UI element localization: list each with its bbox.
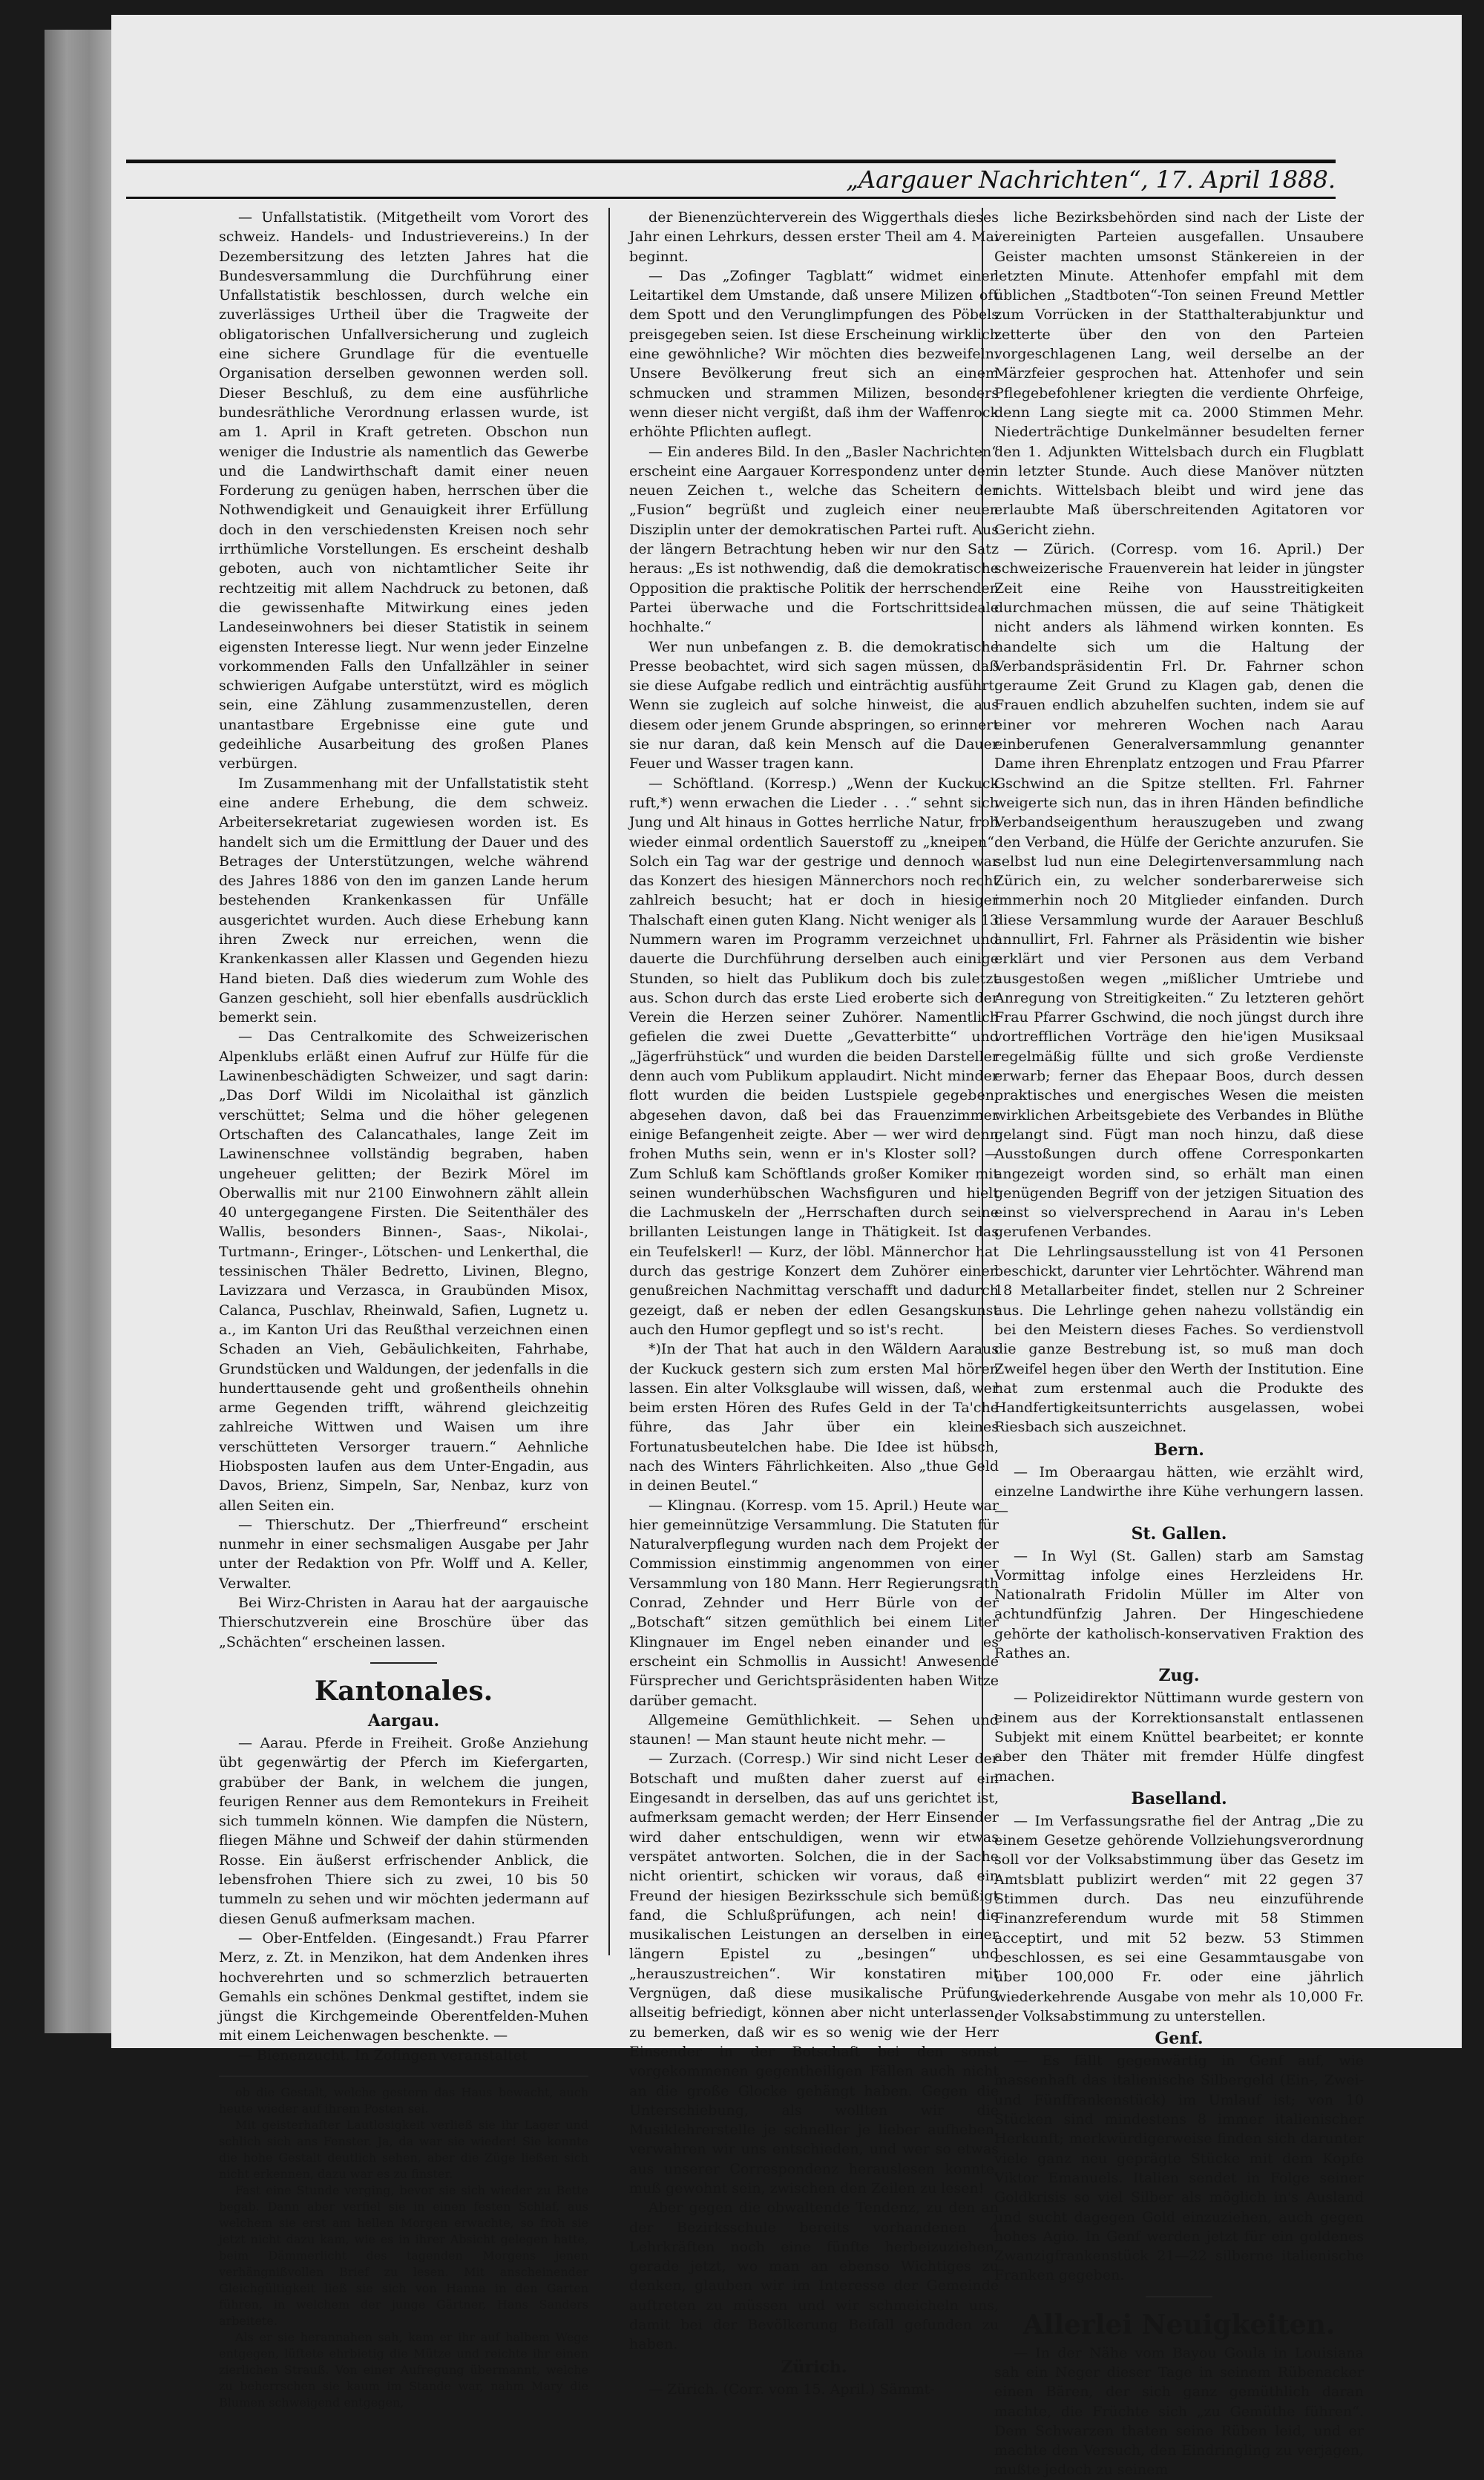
article-alpenklub: — Das Centralkomite des Schweizerischen Alpenklubs erläßt einen Aufruf zur Hülfe für die Lawinenbeschädigten Schweizer, und sagt darin: „Das Dorf Wildi im Nicolaithal ist gänzlich verschüttet; Selma und die höher gelegenen Ortschaften des Calancathales, lange Zeit im Lawinenschnee vollständig begraben, haben ungeheuer gelitten; der Bezirk Mörel im Oberwallis mit nur 2100 Einwohnern zählt allein 40 untergegangene Firsten. Die Seitenthäler des Wallis, besonders Binnen-, Saas-, Nikolai-, Turtmann-, Eringer-, Lötschen- und Lenkerthal, die tessinischen Thäler Bedretto, Livinen, Blegno, Lavizzara und Verzasca, in Graubünden Misox, Calanca, Puschlav, Rheinwald, Safien, Lugnetz u. a., im Kanton Uri das Reußthal verzeichnen einen Schaden an Vieh, Gebäulichkeiten, Fahrhabe, Grundstücken und Waldungen, der jedenfalls in die hunderttausende geht und großentheils ohnehin arme Gegenden trifft, während gleichzeitig zahlreiche Wittwen und Waisen um ihre verschütteten Versorger trauern.“ Aehnliche Hiobsposten laufen aus dem Unter-Engadin, aus Davos, Brienz, Simpeln, Sar, Nenbaz, kurz von allen Seiten ein. <box>219 1029 588 1514</box>
article-genf: — Es fällt gegenwärtig in Genf auf, wie massenhaft das italienische Silbergeld (Ein-, Zwei- und Fünffrankenstück) im Umlauf ist; von 10 Stücken sind mindestens 8 immer italienischer Herkunft; merkwürdigerweise finden sich darunter viele ganz neu geprägte Stücke mit dem Kopfe Viktor Emanuels. Italien sendet in Folge seiner Goldkrisis so viel Silber als möglich in's Ausland und sucht dagegen Gold einzuziehen, auch gegen hohes Agio. In Genf werden jetzt für ein goldenes Zwanzigfrankenstück 21—22 silberne italienische Franken gegeben. <box>994 2053 1364 2284</box>
article-aarau: — Aarau. Pferde in Freiheit. Große Anziehung übt gegenwärtig der Pferch im Kiefergarten, grabüber der Bank, in welchem die jungen, feurigen Renner aus dem Remontekurs in Freiheit sich tummeln können. Wie dampfen die Nüstern, fliegen Mähne und Schweif der dahin stürmenden Rosse. Ein äußerst erfrischender Anblick, die lebensfrohen Thiere sich zu zwei, 10 bis 50 tummeln zu sehen und wir möchten jedermann auf diesen Genuß aufmerksam machen. <box>219 1734 588 1927</box>
article-schoeftland: — Schöftland. (Korresp.) „Wenn der Kuckuck ruft,*) wenn erwachen die Lieder . . .“ sehnt sich Jung und Alt hinaus in Gottes herrliche Natur, froh wieder einmal ordentlich Sauerstoff zu „kneipen“. Solch ein Tag war der gestrige und dennoch war das Konzert des hiesigen Männerchors noch recht zahlreich besucht; hat er doch in hiesiger Thalschaft einen guten Klang. Nicht weniger als 13 Nummern waren im Programm verzeichnet und dauerte die Durchführung derselben auch einige Stunden, so hielt das Publikum doch bis zuletzt aus. Schon durch das erste Lied eroberte sich der Verein die Herzen seiner Zuhörer. Namentlich gefielen die zwei Duette „Gevatterbitte“ und „Jägerfrühstück“ und wurden die beiden Darsteller denn auch vom Publikum applaudirt. Nicht minder flott wurden die beiden Lustspiele gegeben, abgesehen davon, daß bei das Frauenzimmer einige Befangenheit zeigte. Aber — wer wird denn frohen Muths sein, wenn er in's Kloster soll? — Zum Schluß kam Schöftlands großer Komiker mit seinen wunderhübschen Wachsfiguren und hielt die Lachmuskeln der „Herrschaften durch seine brillanten Leistungen lange in Thätigkeit. Ist das ein Teufelskerl! — Kurz, der löbl. Männerchor hat durch das gestrige Konzert dem Zuhörer einen genußreichen Nachmittag verschafft und dadurch gezeigt, daß er neben der edlen Gesangskunst auch den Humor gepflegt und so ist's recht. <box>629 775 999 1338</box>
feuilleton-paragraph: Als er sie herannahen sah, kam er ihr auf halbem Wege entgegen, lüftete ehrbietig die Mütze und reichte ihr einen zierlichen Strauß. Von einer Aufregung übermannt, welche zu beherrschen sie kaum im Stande war, nahm Mary die Blumen schweigend entgegen, <box>219 2330 588 2410</box>
section-heading-baselland: Baselland. <box>1131 1788 1227 1808</box>
article-zurich-1: — Zürich. (Corr. vom 15. April.) Sämmt- <box>649 2381 935 2398</box>
article-unfallstatistik-cont: Im Zusammenhang mit der Unfallstatistik steht eine andere Erhebung, die dem schweiz. Arbeitersekretariat zugewiesen worden ist. Es handelt sich um die Ermittlung der Dauer und des Betrages der Unterstützungen, welche während des Jahres 1886 von den im ganzen Lande herum bestehenden Krankenkassen für Unfälle ausgerichtet wurden. Auch diese Erhebung kann ihren Zweck nur erreichen, wenn die Krankenkassen aller Klassen und Gegenden hiezu Hand bieten. Daß dies wiederum zum Wohle des Ganzen geschieht, soll hier ebenfalls ausdrücklich bemerkt sein. <box>219 775 588 1026</box>
feuilleton <box>219 2084 588 2411</box>
article-frauenverein: — Zürich. (Corresp. vom 16. April.) Der schweizerische Frauenverein hat leider in jüngster Zeit eine Reihe von Hausstreitigkeiten durchmachen müssen, die auf seine Thätigkeit nicht anders als lähmend wirken konnten. Es handelte sich um die Haltung der Verbandspräsidentin Frl. Dr. Fahrner schon geraume Zeit Grund zu Klagen gab, denen die Frauen endlich abzuhelfen suchten, indem sie auf einer vor mehreren Wochen nach Aarau einberufenen Generalversammlung genannter Dame ihren Ehrenplatz entzogen und Frau Pfarrer Gschwind an die Spitze stellten. Frl. Fahrner weigerte sich nun, das in ihren Händen befindliche Verbandseigenthum herauszugeben und zwang den Verband, die Hülfe der Gerichte anzurufen. Sie selbst lud nun eine Delegirtenversammlung nach Zürich ein, zu welcher sonderbarerweise sich immerhin noch 20 Mitglieder einfanden. Durch diese Versammlung wurde der Aarauer Beschluß annullirt, Frl. Fahrner als Präsidentin wie bisher erklärt und vier Personen aus dem Verband ausgestoßen wegen „mißlicher Umtriebe und Anregung von Streitigkeiten.“ Zu letzteren gehört Frau Pfarrer Gschwind, die noch jüngst durch ihre vortrefflichen Vorträge den hie'igen Musiksaal regelmäßig füllte und sich große Verdienste erwarb; ferner das Ehepaar Boos, durch dessen praktisches und energisches Wesen die meisten wirklichen Arbeitsgebiete des Verbandes in Blüthe gelangt sind. Fügt man noch hinzu, daß diese Ausstoßungen durch offene Corresponkarten angezeigt worden sind, so erhält man einen genügenden Begriff von der jetzigen Situation des einst so vielversprechend in Aarau in's Leben gerufenen Verbandes. <box>994 541 1364 1241</box>
book-spine <box>45 30 119 2033</box>
article-lehrlingsausstellung: Die Lehrlingsausstellung ist von 41 Personen beschickt, darunter vier Lehrtöchter. Während man 18 Metallarbeiter findet, stellen nur 2 Schreiner aus. Die Lehrlinge gehen nahezu vollständig ein bei den Meistern dieses Faches. So verdienstvoll die ganze Bestrebung ist, so muß man doch Zweifel hegen über den Werth der Institution. Eine hat zum erstenmal auch die Produkte des Handfertigkeitsunterrichts ausgelassen, wobei Riesbach sich auszeichnet. <box>994 1243 1364 1436</box>
article-bienenzucht-cont: der Bienenzüchterverein des Wiggerthals dieses Jahr einen Lehrkurs, dessen erster Theil am 4. Mai beginnt. <box>629 209 999 265</box>
article-unfallstatistik: — Unfallstatistik. (Mitgetheilt vom Vorort des schweiz. Handels- und Industrievereins.) In der Dezembersitzung des letzten Jahres hat die Bundesversammlung die Durchführung einer Unfallstatistik beschlossen, durch welche ein zuverlässiges Urtheil über die Tragweite der obligatorischen Unfallversicherung und zugleich eine sichere Grundlage für die eventuelle Organisation derselben gewonnen werden soll. Dieser Beschluß, zu dem eine ausführliche bundesräthliche Verordnung erlassen wurde, ist am 1. April in Kraft getreten. Obschon nun weniger die Industrie als namentlich das Gewerbe und die Landwirthschaft damit einer neuen Forderung zu genügen haben, herrschen über die Nothwendigkeit und Genauigkeit ihrer Erfüllung doch in den verschiedensten Kreisen noch sehr irrthümliche Vorstellungen. Es erscheint deshalb geboten, auch von nichtamtlicher Seite ihr rechtzeitig mit allem Nachdruck zu betonen, daß die gewissenhafte Mitwirkung eines jeden Landeseinwohners bei dieser Statistik in seinem eigensten Interesse liegt. Nur wenn jeder Einzelne vorkommenden Falls den Unfallzähler in seiner schwierigen Aufgabe unterstützt, wird es möglich sein, eine Zählung zusammenzustellen, deren unantastbare Ergebnisse eine gute und gedeihliche Ausarbeitung des großen Planes verbürgen. <box>219 209 588 772</box>
article-oberaargau: — Im Oberaargau hätten, wie erzählt wird, einzelne Landwirthe ihre Kühe verhungern lassen. — <box>994 1463 1364 1520</box>
article-ein-anderes-bild: — Ein anderes Bild. In den „Basler Nachrichten“ erscheint eine Aargauer Korrespondenz unter dem neuen Zeichen t., welche das Scheitern der „Fusion“ begrüßt und zugleich einer neuen Disziplin unter der demokratischen Partei ruft. Aus der längern Betrachtung heben wir nur den Satz heraus: „Es ist nothwendig, daß die demokratische Opposition die praktische Politik der herrschenden Partei überwache und die Fortschrittsideale hochhalte.“ <box>629 443 999 636</box>
article-ein-anderes-bild-cont: Wer nun unbefangen z. B. die demokratische Presse beobachtet, wird sich sagen müssen, daß sie diese Aufgabe redlich und einträchtig ausführt. Wenn sie zugleich auf solche hinweist, die aus diesem oder jenem Grunde abspringen, so erinnert sie nur daran, daß kein Mensch auf die Dauer Feuer und Wasser tragen kann. <box>629 638 999 772</box>
section-heading-kantonales: Kantonales. <box>314 1675 493 1707</box>
article-thierschutz: — Thierschutz. Der „Thierfreund“ erscheint nunmehr in einer sechsmaligen Ausgabe per Jahr unter der Redaktion von Pfr. Wolff und A. Keller, Verwalter. <box>219 1516 588 1592</box>
section-divider <box>370 1662 437 1664</box>
section-heading-zurich: Zürich. <box>781 2357 847 2377</box>
section-heading-genf: Genf. <box>1155 2029 1204 2049</box>
article-zurich-1-cont: liche Bezirksbehörden sind nach der Liste der vereinigten Parteien ausgefallen. Unsaubere Geister machten umsonst Stänkereien in der letzten Minute. Attenhofer empfahl mit dem üblichen „Stadtboten“-Ton seinen Freund Mettler zum Vorrücken in der Statthalterabjunktur und zetterte über den von den Parteien vorgeschlagenen Lang, weil derselbe an der Märzfeier gesprochen hat. Attenhofer und sein Pflegebefohlener kriegten die verdiente Ohrfeige, denn Lang siegte mit ca. 2000 Stimmen Mehr. Niederträchtige Dunkelmänner besudelten ferner den 1. Adjunkten Wittelsbach durch ein Flugblatt in letzter Stunde. Auch diese Manöver nützten nichts. Wittelsbach bleibt und wird jene das erlaubte Maß überschreitenden Agitatoren vor Gericht ziehn. <box>994 209 1364 538</box>
section-heading-allerlei: Allerlei Neuigkeiten. <box>1022 2309 1336 2340</box>
section-heading-bern: Bern. <box>1154 1440 1204 1460</box>
section-divider <box>1146 2296 1212 2297</box>
column-3 <box>994 208 1364 2479</box>
section-heading-aargau: Aargau. <box>367 1710 440 1731</box>
column-1 <box>219 208 588 2410</box>
feuilleton-paragraph: ob die Gestalt, welche gestern das Haus bewacht, auch heute wieder auf ihrem Posten sei. <box>219 2085 588 2116</box>
article-zurzach-cont: Aber gegen die obwaltende Tendenz, zu den an der Bezirksschule bereits vorhandenen 4 Lehrkräften noch eine fünfte herbeizuziehen, gerade jetzt, wo man an ebenso Wichtiges zu denken, glauben wir im Interesse der Gemeinde auftreten zu müssen und wir schmeicheln uns, damit bei der Bevölkerung Beifall gefunden zu haben. <box>629 2199 999 2353</box>
article-bayou-goula: — In der Nähe vom Bayou Goula in Louisiana sah ein Neger dieser Tage in seinem Rübenacker einen Bären, der sich ganz gemüthlich daran machte, die Früchte sich „zu Gemüthe führen“. Dem Schwarzen thaten seine Rüben leid, und er machte den Versuch, den Eindringling zu verjagen, mußte jedoch zu seinem <box>994 2344 1364 2479</box>
feuilleton-divider <box>219 2076 588 2077</box>
article-klingnau: — Klingnau. (Korresp. vom 15. April.) Heute war hier gemeinnützige Versammlung. Die Statuten für Naturalverpflegung wurden nach dem Projekt der Commission einstimmig angenommen von einer Versammlung von 180 Mann. Herr Regierungsrath Conrad, Zehnder und Herr Bürle von der „Botschaft“ sitzen gemüthlich bei einem Liter Klingnauer im Engel neben einander und es erscheint ein Schmollis in Aussicht! Anwesende Fürsprecher und Gerichtspräsidenten haben Witze darüber gemacht. <box>629 1497 999 1709</box>
article-thierschutz-cont: Bei Wirz-Christen in Aarau hat der aargauische Thierschutzverein eine Broschüre über das „Schächten“ erscheinen lassen. <box>219 1595 588 1650</box>
masthead: „Aargauer Nachrichten“, 17. April 1888. <box>846 165 1336 194</box>
article-bienenzucht: — Bienenzucht. In Zofingen veranstaltet <box>238 2047 528 2064</box>
column-2 <box>629 208 999 2398</box>
article-zofinger-tagblatt: — Das „Zofinger Tagblatt“ widmet einen Leitartikel dem Umstande, daß unsere Milizen oft dem Spott und den Verunglimpfungen des Pöbels preisgegeben seien. Ist diese Erscheinung wirklich eine gewöhnliche? Wir möchten dies bezweifeln. Unsere Bevölkerung freut sich an einem schmucken und strammen Milizen, besonders wenn dieser nicht vergißt, daß ihm der Waffenrock erhöhte Pflichten auflegt. <box>629 267 999 441</box>
article-verfassungsrath: — Im Verfassungsrathe fiel der Antrag „Die zu einem Gesetze gehörende Vollziehungsverordnung soll vor der Volksabstimmung über das Gesetz im Amtsblatt publizirt werden“ mit 22 gegen 37 Stimmen durch. Das neu einzuführende Finanzreferendum wurde mit 58 Stimmen acceptirt, und mit 52 bezw. 53 Stimmen beschlossen, es sei eine Gesammtausgabe von über 100,000 Fr. oder eine jährlich wiederkehrende Ausgabe von mehr als 10,000 Fr. der Volksabstimmung zu unterstellen. <box>994 1812 1364 2024</box>
column-divider-1 <box>608 208 610 1955</box>
feuilleton-paragraph: Mit geisterhafter Lautlosigkeit verließ sie ihr Lager und schlich sich ans Fenster. Ja, da war sie wieder! Sie konnte die hohe Gestalt deutlich sehen, aber die Züge ließen sich nicht erkennen, dazu war es zu finster. <box>219 2118 588 2182</box>
section-heading-st-gallen: St. Gallen. <box>1131 1523 1227 1544</box>
feuilleton-paragraph: Fast eine Stunde verging, bevor sie sich wieder zu Bette begab. Dann aber verfiel sie in einen festen Schlaf, aus welchem sie erst am hellen Morgen erwachte, so froh sie jetzt nicht dazu kam, wie es in ihrer Absicht gelegen hatte, beim Dämmerlicht des tagenden Morgens jenen verhängnißvollen Brief zu lesen. Mit anscheinender Gleichgültigkeit ließ sie sich von Hanna in den Garten führen, in welchem der junge Gärtner, Hans Sanders arbeitete. <box>219 2183 588 2329</box>
article-ober-entfelden: — Ober-Entfelden. (Eingesandt.) Frau Pfarrer Merz, z. Zt. in Menzikon, hat dem Andenken ihres hochverehrten und so schmerzlich betrauerten Gemahls ein schönes Denkmal gestiftet, indem sie jüngst die Kirchgemeinde Oberentfelden-Muhen mit einem Leichenwagen beschenkte. — <box>219 1929 588 2044</box>
footnote-kuckuck: *)In der That hat auch in den Wäldern Aaraus der Kuckuck gestern sich zum ersten Mal hören lassen. Ein alter Volksglaube will wissen, daß, wer beim ersten Hören des Rufes Geld in der Ta'che führe, das Jahr über ein kleines Fortunatusbeutelchen habe. Die Idee ist hübsch, nach des Winters Fährlichkeiten. Also „thue Geld in deinen Beutel.“ <box>629 1341 999 1495</box>
masthead-rule-bottom <box>126 197 1336 199</box>
masthead-rule-top <box>126 160 1336 163</box>
article-zurzach: — Zurzach. (Corresp.) Wir sind nicht Leser der Botschaft und mußten daher zuerst auf ein Eingesandt in derselben, das auf uns gerichtet ist, aufmerksam gemacht werden; der Herr Einsender wird daher entschuldigen, wenn wir etwas verspätet antworten. Solchen, die in der Sache nicht orientirt, schicken wir voraus, daß ein Freund der hiesigen Bezirksschule sich bemüßigt fand, die Schlußprüfungen, ach nein! die musikalischen Leistungen an derselben in einer längern Epistel zu „besingen“ und „herauszustreichen“. Wir konstatiren mit Vergnügen, daß diese musikalische Prüfung allseitig befriedigt, können aber nicht unterlassen, zu bemerken, daß wir es so wenig wie der Herr Einsender in der Botschaft bei den sonst vorgekommenen gegentheiligen Fällen auch nicht an die große Glocke gehängt haben. Gegen die Unterschiebung, als wollten wir die Musiklehrerstelle je schneller je lieber aufheben, verwahren wir uns entschieden, und wer so etwas aus unserer Correspondenz herauslesen konnte, muß gewohnt sein, zwischen den Zeilen zu lesen! <box>629 1751 999 2197</box>
article-wyl: — In Wyl (St. Gallen) starb am Samstag Vormittag infolge eines Herzleidens Hr. Nationalrath Fridolin Müller im Alter von achtundfünfzig Jahren. Der Hingeschiedene gehörte der katholisch-konservativen Fraktion des Rathes an. <box>994 1547 1364 1662</box>
section-heading-zug: Zug. <box>1158 1666 1200 1686</box>
article-klingnau-cont: Allgemeine Gemüthlichkeit. — Sehen und staunen! — Man staunt heute nicht mehr. — <box>629 1711 999 1748</box>
article-zug: — Polizeidirektor Nüttimann wurde gestern von einem aus der Korrektionsanstalt entlassenen Subjekt mit einem Knüttel bearbeitet; er konnte aber den Thäter mit fremder Hülfe dingfest machen. <box>994 1690 1364 1785</box>
